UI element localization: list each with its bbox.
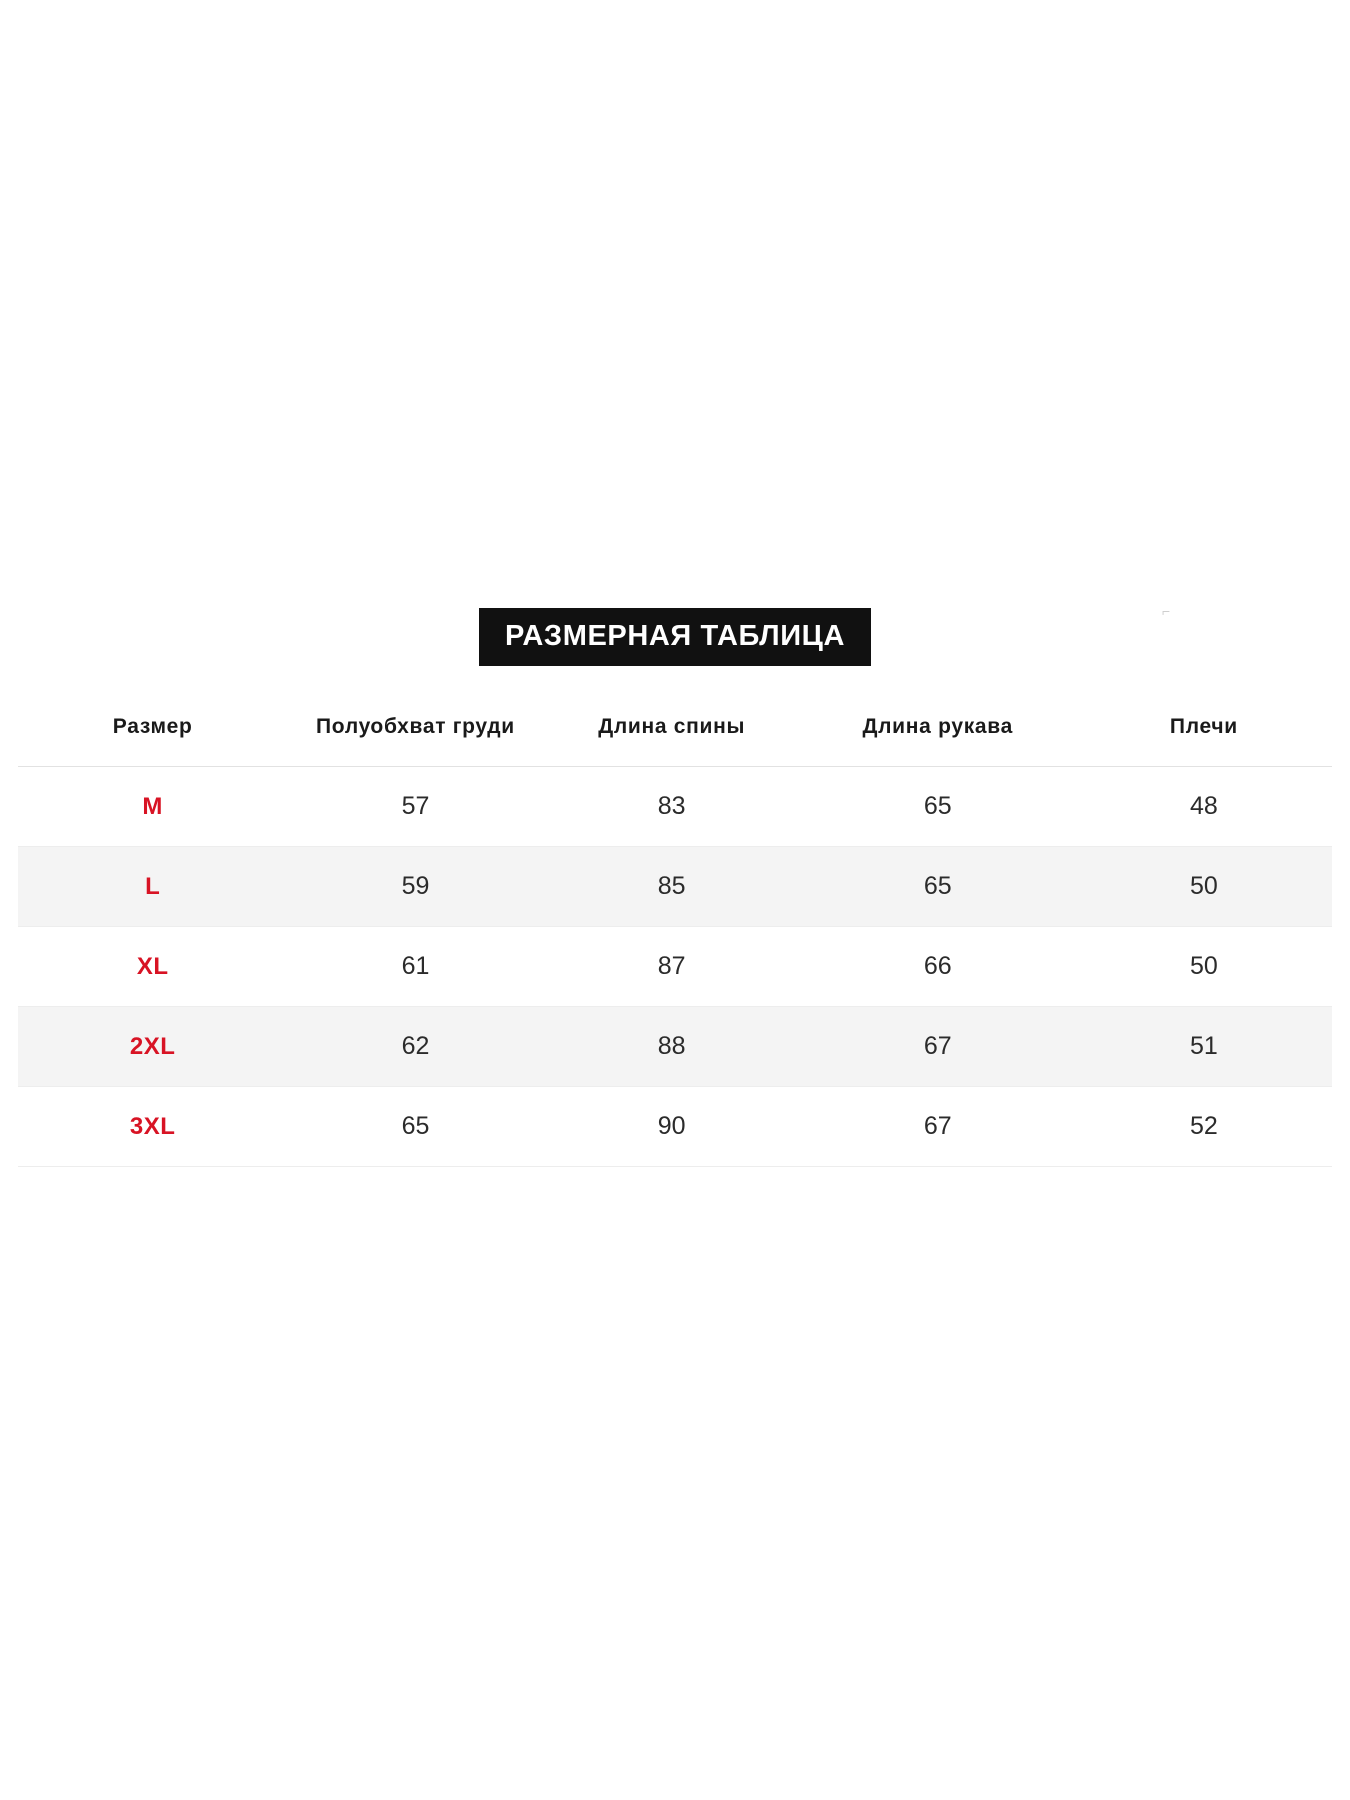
cell-shoulder: 48 [1189, 792, 1218, 821]
column-header-back: Длина спины [598, 715, 746, 738]
cell-size: 2XL [129, 1032, 176, 1060]
table-row [18, 1087, 1332, 1167]
corner-mark-icon: ⌐ [1162, 603, 1171, 619]
table-body [18, 767, 1332, 1167]
cell-back: 90 [657, 1112, 686, 1141]
cell-back: 87 [657, 952, 686, 981]
cell-shoulder: 52 [1189, 1112, 1218, 1141]
cell-sleeve: 65 [923, 792, 952, 821]
cell-size: XL [136, 952, 169, 980]
size-table-container [18, 700, 1332, 1167]
cell-sleeve: 66 [923, 952, 952, 981]
table-header [18, 700, 1332, 767]
cell-chest: 59 [401, 872, 430, 901]
table-row [18, 847, 1332, 927]
page-title: РАЗМЕРНАЯ ТАБЛИЦА [479, 608, 871, 666]
table-header-row [18, 700, 1332, 767]
page-title-container [0, 608, 1350, 666]
table-row [18, 767, 1332, 847]
cell-size: L [145, 872, 161, 900]
cell-back: 88 [657, 1032, 686, 1061]
cell-sleeve: 67 [923, 1112, 952, 1141]
column-header-size: Размер [112, 715, 193, 738]
cell-shoulder: 50 [1189, 952, 1218, 981]
cell-chest: 57 [401, 792, 430, 821]
cell-sleeve: 67 [923, 1032, 952, 1061]
cell-sleeve: 65 [923, 872, 952, 901]
cell-shoulder: 50 [1189, 872, 1218, 901]
cell-chest: 65 [401, 1112, 430, 1141]
cell-back: 85 [657, 872, 686, 901]
column-header-chest: Полуобхват груди [316, 715, 515, 738]
table-row [18, 927, 1332, 1007]
column-header-sleeve: Длина рукава [862, 715, 1014, 738]
cell-back: 83 [657, 792, 686, 821]
cell-chest: 61 [401, 952, 430, 981]
cell-chest: 62 [401, 1032, 430, 1061]
column-header-shoulder: Плечи [1169, 715, 1238, 738]
cell-size: 3XL [129, 1112, 176, 1140]
table-row [18, 1007, 1332, 1087]
size-table [18, 700, 1332, 1167]
cell-shoulder: 51 [1189, 1032, 1218, 1061]
cell-size: M [142, 792, 163, 820]
